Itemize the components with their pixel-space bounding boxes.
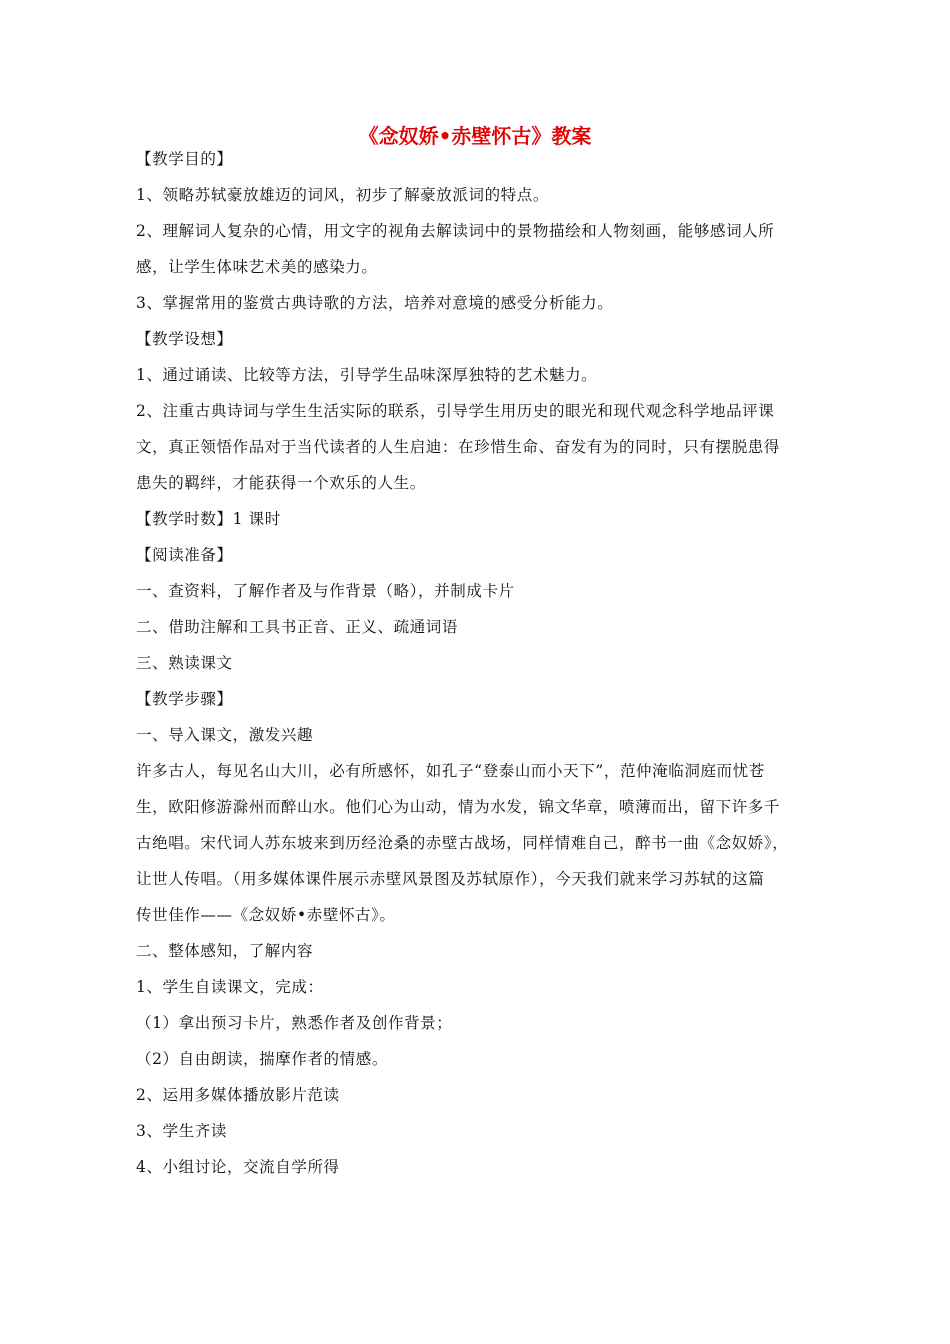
paragraph-line: 二、整体感知，了解内容: [136, 942, 314, 960]
paragraph-line: 2、注重古典诗词与学生生活实际的联系，引导学生用历史的眼光和现代观念科学地品评课: [136, 402, 775, 420]
paragraph-line: 三、熟读课文: [136, 654, 233, 672]
paragraph-line: 2、理解词人复杂的心情，用文字的视角去解读词中的景物描绘和人物刻画，能够感词人所: [136, 222, 775, 240]
document-title: 《念奴娇•赤壁怀古》教案: [358, 124, 592, 148]
paragraph-line: 许多古人，每见名山大川，必有所感怀，如孔子“登泰山而小天下”，范仲淹临洞庭而忧苍: [136, 762, 765, 780]
paragraph-line: 2、运用多媒体播放影片范读: [136, 1086, 340, 1104]
section-heading-hours: 【教学时数】1 课时: [136, 510, 281, 528]
paragraph-line: 1、领略苏轼豪放雄迈的词风，初步了解豪放派词的特点。: [136, 186, 549, 204]
section-heading-steps: 【教学步骤】: [136, 690, 233, 708]
paragraph-line: 患失的羁绊，才能获得一个欢乐的人生。: [136, 474, 426, 492]
paragraph-line: 传世佳作——《念奴娇•赤壁怀古》。: [136, 906, 396, 924]
paragraph-line: 1、学生自读课文，完成：: [136, 978, 324, 996]
paragraph-line: 1、通过诵读、比较等方法，引导学生品味深厚独特的艺术魅力。: [136, 366, 598, 384]
paragraph-line: 二、借助注解和工具书正音、正义、疏通词语: [136, 618, 459, 636]
paragraph-line: 古绝唱。宋代词人苏东坡来到历经沧桑的赤壁古战场，同样情难自己，醉书一曲《念奴娇》，: [136, 834, 789, 852]
paragraph-line: 3、掌握常用的鉴赏古典诗歌的方法，培养对意境的感受分析能力。: [136, 294, 614, 312]
paragraph-line: （1）拿出预习卡片，熟悉作者及创作背景；: [136, 1014, 453, 1032]
section-heading-preparation: 【阅读准备】: [136, 546, 233, 564]
paragraph-line: 一、导入课文，激发兴趣: [136, 726, 314, 744]
paragraph-line: 3、学生齐读: [136, 1122, 227, 1140]
section-heading-objectives: 【教学目的】: [136, 150, 233, 168]
paragraph-line: 生，欧阳修游滁州而醉山水。他们心为山动，情为水发，锦文华章，喷薄而出，留下许多千: [136, 798, 781, 816]
paragraph-line: 4、小组讨论，交流自学所得: [136, 1158, 340, 1176]
paragraph-line: 让世人传唱。（用多媒体课件展示赤壁风景图及苏轼原作），今天我们就来学习苏轼的这篇: [136, 870, 765, 888]
paragraph-line: 感，让学生体味艺术美的感染力。: [136, 258, 378, 276]
paragraph-line: 文，真正领悟作品对于当代读者的人生启迪：在珍惜生命、奋发有为的同时，只有摆脱患得: [136, 438, 781, 456]
section-heading-design: 【教学设想】: [136, 330, 233, 348]
paragraph-line: 一、查资料，了解作者及与作背景（略），并制成卡片: [136, 582, 515, 600]
paragraph-line: （2）自由朗读，揣摩作者的情感。: [136, 1050, 388, 1068]
